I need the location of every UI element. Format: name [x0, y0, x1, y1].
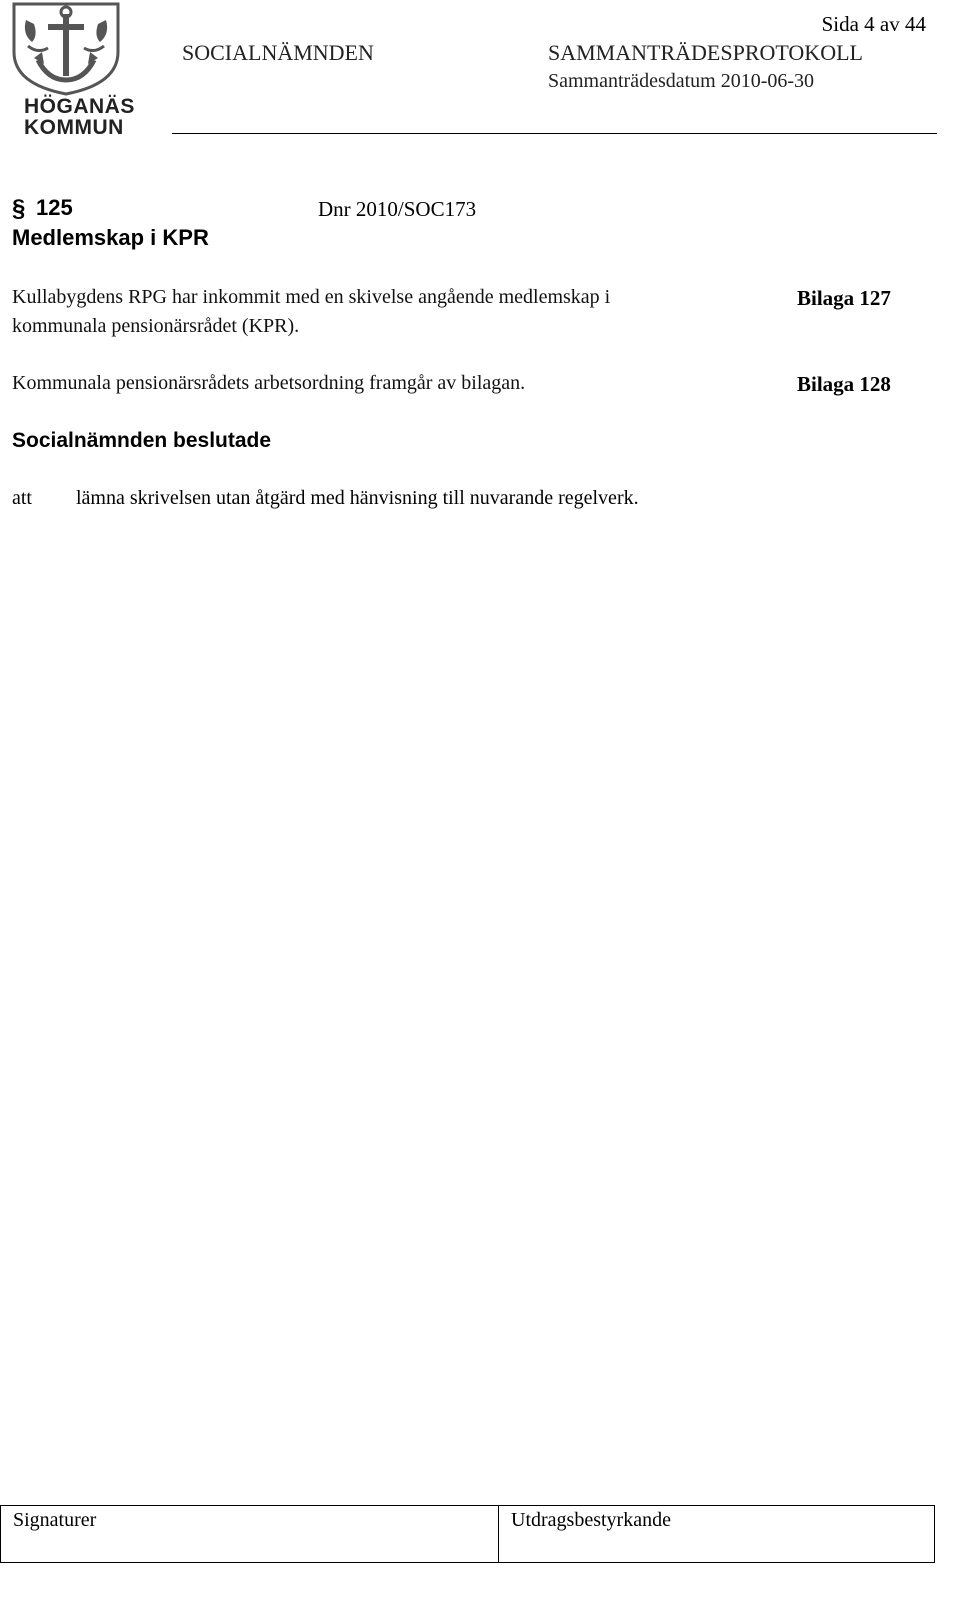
paragraph-1-line-1: Kullabygdens RPG har inkommit med en skivelse angående medlemskap i	[12, 286, 611, 308]
section-number: 125	[36, 195, 73, 220]
decision-text: lämna skrivelsen utan åtgärd med hänvisning till nuvarande regelverk.	[76, 487, 639, 509]
logo-text-line1: HÖGANÄS	[24, 95, 135, 118]
attachment-reference-2: Bilaga 128	[797, 372, 891, 396]
document-type: SAMMANTRÄDESPROTOKOLL	[548, 40, 863, 65]
signatures-box	[0, 1505, 499, 1563]
signatures-label: Signaturer	[13, 1509, 97, 1531]
header-divider	[172, 133, 937, 134]
coat-of-arms-icon	[8, 0, 126, 96]
paragraph-2: Kommunala pensionärsrådets arbetsordning framgår av bilagan.	[12, 372, 526, 394]
department-name: SOCIALNÄMNDEN	[182, 40, 374, 65]
page-number: Sida 4 av 44	[821, 12, 926, 36]
municipality-logo	[8, 0, 135, 140]
logo-text-line2: KOMMUN	[24, 116, 124, 139]
decision-heading: Socialnämnden beslutade	[12, 429, 272, 452]
attachment-reference-1: Bilaga 127	[797, 286, 891, 310]
section-symbol: §	[12, 195, 26, 222]
decision-prefix: att	[12, 487, 32, 509]
extract-verification-label: Utdragsbestyrkande	[511, 1509, 671, 1531]
section-title: Medlemskap i KPR	[12, 225, 209, 250]
paragraph-1-line-2: kommunala pensionärsrådet (KPR).	[12, 315, 300, 337]
case-number: Dnr 2010/SOC173	[318, 197, 477, 221]
extract-verification-box	[498, 1505, 935, 1563]
meeting-date: Sammanträdesdatum 2010-06-30	[548, 70, 815, 92]
